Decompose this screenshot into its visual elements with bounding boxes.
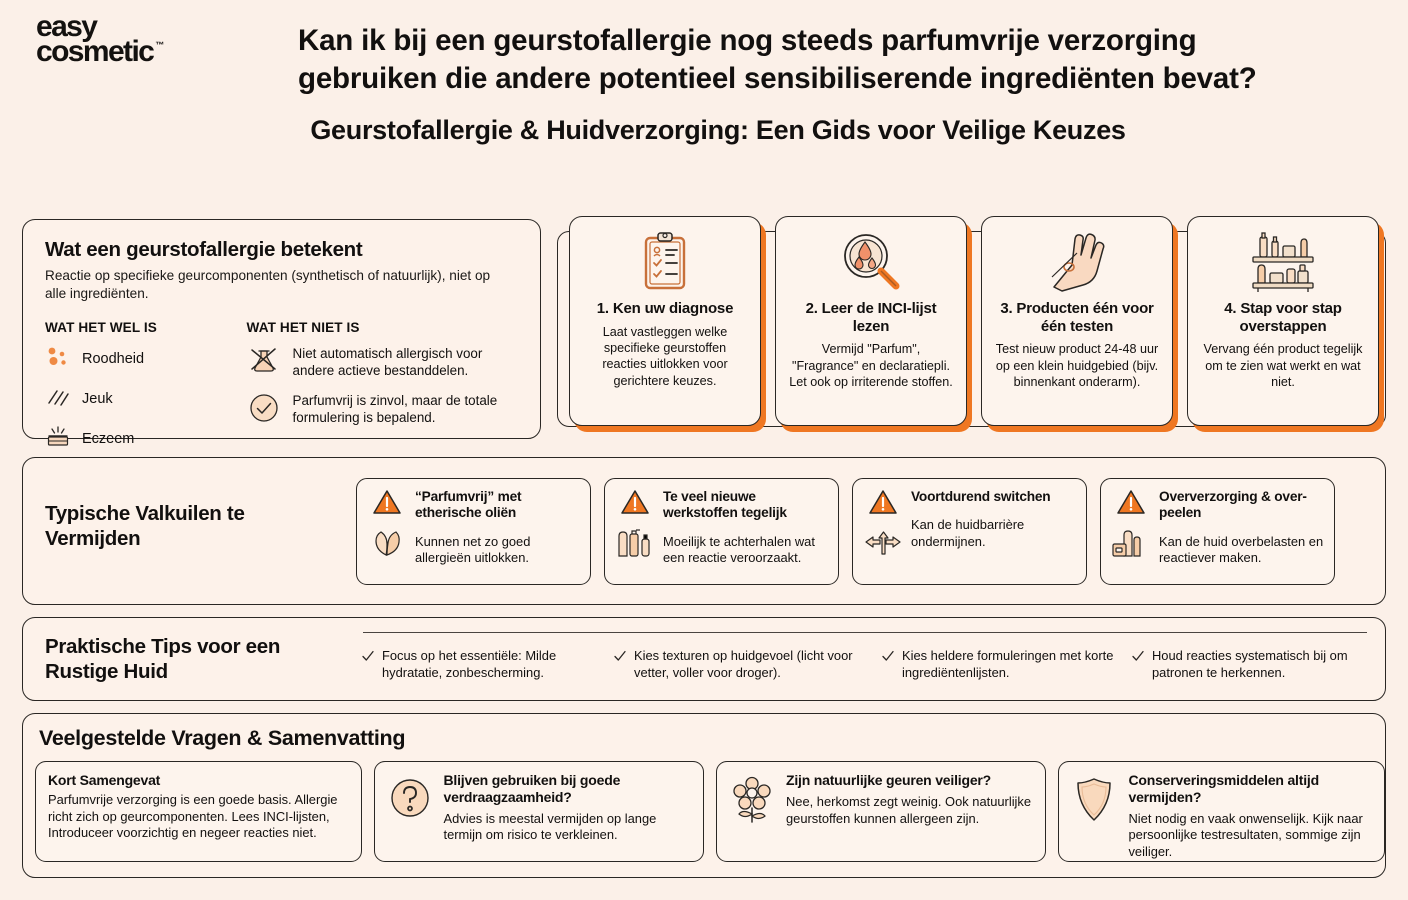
tubes-jar-icon bbox=[1111, 524, 1151, 563]
flower-icon bbox=[729, 772, 775, 861]
tip-text: Houd reacties systematisch bij om patronen te herkennen. bbox=[1152, 648, 1348, 680]
pitfall-text: Moeilijk te achterhalen wat een reactie veroorzaakt. bbox=[663, 533, 815, 566]
pitfall-card-2[interactable] bbox=[604, 478, 839, 585]
forearm-patch-test-icon bbox=[1044, 229, 1110, 295]
leaves-icon bbox=[370, 524, 404, 563]
faq-heading: Zijn natuurlijke geuren veiliger? bbox=[786, 772, 991, 788]
definition-not-item bbox=[247, 344, 520, 383]
no-flask-crossed-icon bbox=[247, 344, 281, 383]
tip-text: Kies heldere formuleringen met korte ingrediëntenlijsten. bbox=[902, 648, 1114, 680]
tip-text: Kies texturen op huidgevoel (licht voor vetter, voller voor droger). bbox=[634, 648, 853, 680]
definition-is-item bbox=[45, 344, 229, 375]
check-icon bbox=[613, 649, 627, 682]
tip-text: Focus op het essentiële: Milde hydratatie, zonbescherming. bbox=[382, 648, 557, 680]
faq-card-2[interactable] bbox=[374, 761, 704, 862]
step-desc: Vervang één product tegelijk om te zien wat werkt en wat niet. bbox=[1203, 342, 1363, 390]
header-texts bbox=[298, 22, 1258, 146]
pitfall-heading: Voortdurend switchen bbox=[911, 489, 1051, 504]
faq-text: Parfumvrije verzorging is een goede basis. Allergie richt zich op geurcomponenten. Lees INCI-lijsten, Introduceer voorzichtig en negeer reacties niet. bbox=[48, 791, 338, 841]
definition-subtitle: Reactie op specifieke geurcomponenten (synthetisch of natuurlijk), niet op alle ingrediënten. bbox=[45, 268, 491, 301]
definition-not-heading: WAT HET NIET IS bbox=[246, 319, 360, 335]
page-subheadline: Geurstofallergie & Huidverzorging: Een Gids voor Veilige Keuzes bbox=[310, 114, 1126, 145]
tips-title: Praktische Tips voor een Rustige Huid bbox=[45, 635, 281, 683]
definition-not-label: Niet automatisch allergisch voor andere actieve bestanddelen. bbox=[292, 345, 483, 378]
pitfall-text: Kunnen net zo goed allergieën uitlokken. bbox=[415, 533, 531, 566]
definition-not-label: Parfumvrij is zinvol, maar de totale formulering is bepalend. bbox=[292, 392, 498, 425]
brand-logo bbox=[36, 10, 226, 69]
dots-redness-icon bbox=[45, 344, 71, 375]
definition-is-heading: WAT HET WEL IS bbox=[45, 319, 157, 335]
faq-heading: Blijven gebruiken bij goede verdraagzaamheid? bbox=[443, 772, 621, 805]
pitfall-card-4[interactable] bbox=[1100, 478, 1335, 585]
arrows-switch-icon bbox=[864, 524, 902, 563]
warning-triangle-icon bbox=[620, 489, 650, 521]
tip-item bbox=[361, 648, 613, 682]
step-desc: Vermijd "Parfum", "Fragrance" en declaratiepli. Let ook op irriterende stoffen. bbox=[789, 342, 953, 390]
eczema-skin-icon bbox=[45, 424, 71, 455]
definition-column-not bbox=[247, 320, 520, 464]
step-card-1[interactable] bbox=[569, 216, 761, 426]
pitfalls-row bbox=[356, 478, 1335, 585]
tip-item bbox=[1131, 648, 1376, 682]
pitfall-text: Kan de huid overbelasten en reactiever maken. bbox=[1159, 533, 1324, 566]
question-circle-icon bbox=[387, 772, 433, 861]
faq-card-summary[interactable] bbox=[35, 761, 362, 862]
pitfall-card-3[interactable] bbox=[852, 478, 1087, 585]
faq-heading: Kort Samengevat bbox=[48, 772, 161, 788]
step-title: 3. Producten één voor één testen bbox=[1000, 300, 1154, 335]
warning-triangle-icon bbox=[868, 489, 898, 521]
step-desc: Laat vastleggen welke specifieke geurstoffen reacties uitlokken voor gerichtere keuzes. bbox=[602, 324, 728, 388]
steps-section bbox=[557, 231, 1386, 427]
header bbox=[0, 0, 1408, 196]
tips-divider bbox=[363, 632, 1367, 633]
faq-text: Advies is meestal vermijden op lange termijn om risico te verkleinen. bbox=[443, 810, 657, 843]
pitfall-text: Kan de huidbarrière ondermijnen. bbox=[911, 517, 1025, 549]
faq-section bbox=[22, 713, 1386, 878]
warning-triangle-icon bbox=[372, 489, 402, 521]
faq-card-4[interactable] bbox=[1058, 761, 1385, 862]
product-shelf-icon bbox=[1244, 229, 1322, 295]
definition-not-item bbox=[247, 391, 520, 430]
bottles-icon bbox=[615, 524, 655, 563]
magnifier-droplets-icon bbox=[838, 229, 904, 295]
pitfall-card-1[interactable] bbox=[356, 478, 591, 585]
check-icon bbox=[881, 649, 895, 682]
pitfall-heading: “Parfumvrij” met etherische oliën bbox=[415, 489, 522, 521]
page-headline: Kan ik bij een geurstofallergie nog steeds parfumvrije verzorging gebruiken die andere potentieel sensibiliserende ingrediënten bevat? bbox=[298, 24, 1257, 96]
brand-trademark: ™ bbox=[155, 40, 165, 51]
pitfall-heading: Te veel nieuwe werkstoffen tegelijk bbox=[663, 489, 787, 521]
brand-logo-line2: cosmetic bbox=[36, 35, 154, 69]
faq-heading: Conserveringsmiddelen altijd vermijden? bbox=[1128, 772, 1319, 805]
definition-is-item bbox=[45, 424, 229, 455]
step-card-2[interactable] bbox=[775, 216, 967, 426]
step-title: 2. Leer de INCI-lijst lezen bbox=[805, 300, 937, 335]
warning-triangle-icon bbox=[1116, 489, 1146, 521]
clipboard-checklist-icon bbox=[637, 229, 693, 295]
step-desc: Test nieuw product 24-48 uur op een klein huidgebied (bijv. binnenkant onderarm). bbox=[995, 342, 1159, 390]
check-icon bbox=[1131, 649, 1145, 682]
faq-text: Nee, herkomst zegt weinig. Ook natuurlijke geurstoffen kunnen allergeen zijn. bbox=[786, 793, 1032, 826]
itch-lines-icon bbox=[45, 384, 71, 415]
pitfalls-title: Typische Valkuilen te Vermijden bbox=[45, 502, 245, 550]
definition-is-label: Eczeem bbox=[82, 431, 135, 448]
tips-section bbox=[22, 617, 1386, 701]
definition-column-is bbox=[45, 320, 229, 464]
step-title: 1. Ken uw diagnose bbox=[596, 300, 734, 317]
definition-title: Wat een geurstofallergie betekent bbox=[45, 238, 363, 261]
tips-row bbox=[361, 648, 1376, 682]
tip-item bbox=[881, 648, 1131, 682]
definition-is-item bbox=[45, 384, 229, 415]
pitfall-heading: Oververzorging & over-peelen bbox=[1159, 489, 1307, 521]
check-icon bbox=[361, 649, 375, 682]
brand-logo-line1: easy bbox=[36, 10, 97, 43]
definition-is-label: Jeuk bbox=[82, 391, 113, 408]
step-card-4[interactable] bbox=[1187, 216, 1379, 426]
check-circle-icon bbox=[247, 391, 281, 430]
faq-row bbox=[23, 761, 1385, 862]
step-title: 4. Stap voor stap overstappen bbox=[1224, 300, 1342, 335]
definition-section bbox=[22, 219, 541, 448]
faq-title: Veelgestelde Vragen & Samenvatting bbox=[39, 726, 406, 750]
definition-is-label: Roodheid bbox=[82, 351, 145, 368]
tip-item bbox=[613, 648, 881, 682]
pitfalls-section bbox=[22, 457, 1386, 605]
step-card-3[interactable] bbox=[981, 216, 1173, 426]
faq-text: Niet nodig en vaak onwenselijk. Kijk naar persoonlijke testresultaten, sommige zijn veiliger. bbox=[1128, 810, 1363, 860]
steps-row bbox=[558, 216, 1379, 426]
faq-card-3[interactable] bbox=[716, 761, 1046, 862]
shield-icon bbox=[1071, 772, 1117, 861]
